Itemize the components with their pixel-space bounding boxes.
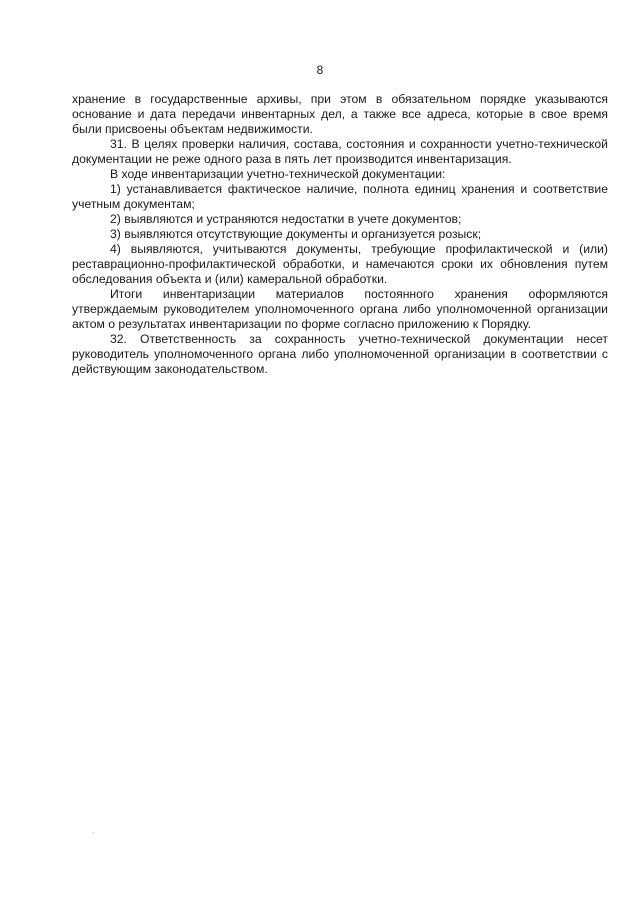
document-body [72,92,608,377]
list-item-1: 1) устанавливается фактическое наличие, полнота единиц хранения и соответствие учетным документам; [72,182,608,211]
list-item-2: 2) выявляются и устраняются недостатки в учете документов; [110,212,462,226]
scan-speck [93,832,94,833]
paragraph-archive-transfer: хранение в государственные архивы, при этом в обязательном порядке указываются основание и дата передачи инвентарных дел, а также все адреса, которые в свое время были присвоены объектам недвижимости. [72,92,608,136]
list-item-4: 4) выявляются, учитываются документы, требующие профилактической и (или) реставрационно-профилактической обработки, и намечаются сроки их обновления путем обследования объекта и (или) камеральной обработки. [72,242,608,286]
list-item-3: 3) выявляются отсутствующие документы и организуется розыск; [110,227,482,241]
paragraph-item-32: 32. Ответственность за сохранность учетно-технической документации несет руководитель уполномоченного органа либо уполномоченной организации в соответствии с действующим законодательством. [72,332,608,376]
paragraph-inventory-results: Итоги инвентаризации материалов постоянного хранения оформляются утверждаемым руководителем уполномоченного органа либо уполномоченной организации актом о результатах инвентаризации по форме согласно приложению к Порядку. [72,287,608,331]
paragraph-item-31: 31. В целях проверки наличия, состава, состояния и сохранности учетно-технической документации не реже одного раза в пять лет производится инвентаризация. [72,137,608,166]
page-number: 8 [316,63,324,77]
paragraph-inventory-intro: В ходе инвентаризации учетно-технической документации: [110,167,446,181]
